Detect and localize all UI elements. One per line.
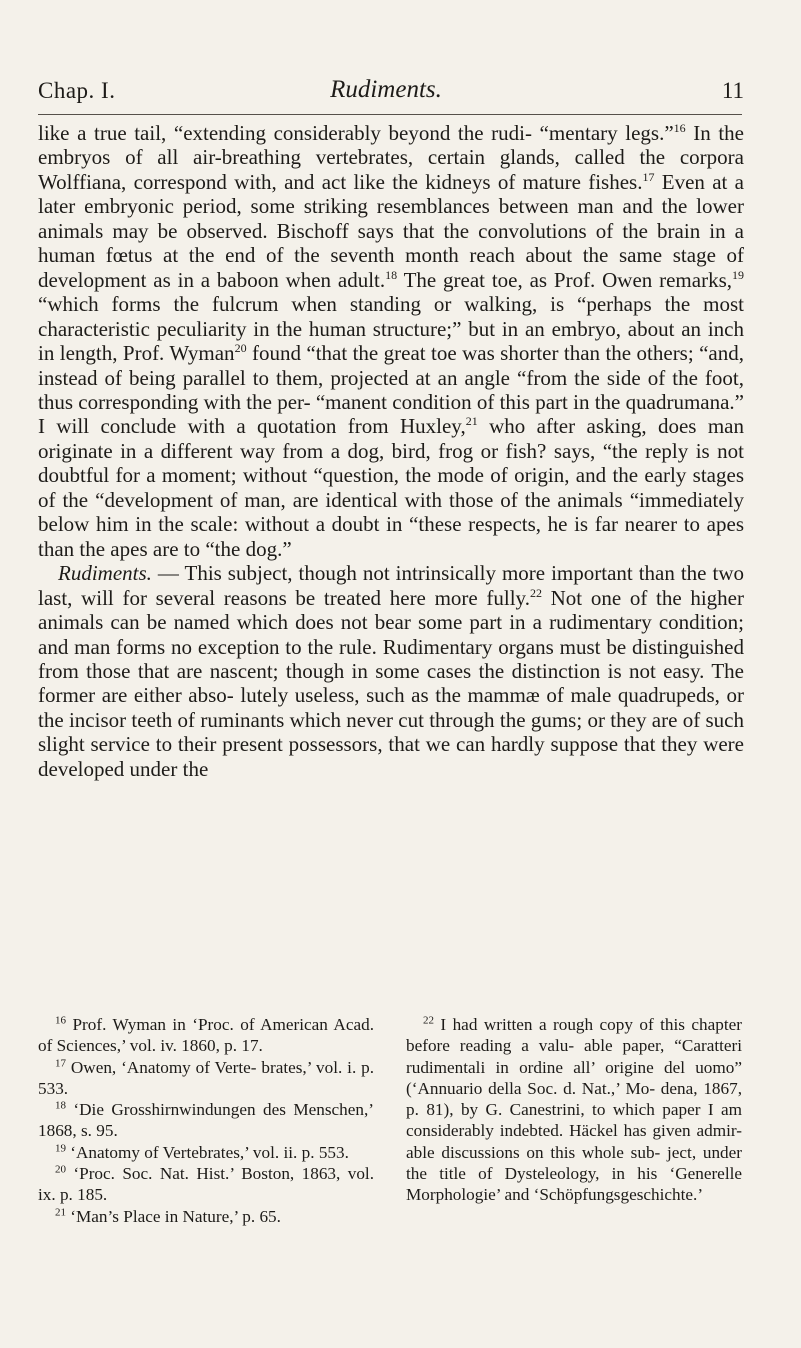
footnote-ref: 18	[385, 267, 398, 282]
footnote-ref: 16	[673, 121, 686, 135]
footnote: $^{22}$ I had written a rough copy of this chapter before reading a valu- able paper, “Caratteri rudimentali in ordine all’ origine del uomo” (‘Annuario della Soc. d. Nat.,’ Mo- dena, 1867, p. 81), by G. Canestrini, to which paper I am considerably indebted. Häckel has given admir- able discussions on this whole sub- ject, under the title of Dysteleology, in his ‘Generelle Morphologie’ and ‘Schöpfungsgeschichte.’	[406, 1014, 742, 1205]
footnote: $^{19}$ ‘Anatomy of Vertebrates,’ vol. ii. p. 553.	[55, 1142, 349, 1162]
chapter-label: Chap. I.	[38, 78, 116, 103]
footnote-ref: 21	[465, 414, 478, 429]
main-text	[38, 121, 744, 781]
footnote: $^{16}$ Prof. Wyman in ‘Proc. of American Acad. of Sciences,’ vol. iv. 1860, p. 17.	[38, 1014, 374, 1056]
footnotes-left-column	[38, 1014, 374, 1227]
footnote-ref: 17	[642, 169, 655, 184]
paragraph-embryology: like a true tail, “extending considerably beyond the rudi- “mentary legs.”$^{16}$ In the embryos of all air-breathing vertebrates, certain glands, called the corpora Wolffiana, correspond with, and act like the kidneys of mature fishes.$^{17}$ Even at a later embryonic period, some striking resemblances between man and the lower animals may be observed. Bischoff says that the convolutions of the brain in a human fœtus at the end of the seventh month reach about the same stage of development as in a baboon when adult.$^{18}$ The great toe, as Prof. Owen remarks,$^{19}$ “which forms the fulcrum when standing or walking, is “perhaps the most characteristic peculiarity in the human structure;” but in an embryo, about an inch in length, Prof. Wyman$^{20}$ found “that the great toe was shorter than the others; “and, instead of being parallel to them, projected at an angle “from the side of the foot, thus corresponding with the per- “manent condition of this part in the quadrumana.” I will conclude with a quotation from Huxley,$^{21}$ who after asking, does man originate in a different way from a dog, bird, frog or fish? says, “the reply is not doubtful for a moment; without “question, the mode of origin, and the early stages of the “development of man, are identical with those of the animals “immediately below him in the scale: without a doubt in “these respects, he is far nearer to apes than the apes are to “the dog.”	[38, 121, 745, 561]
paragraph-rudiments: Rudiments. — This subject, though not intrinsically more important than the two last, will for several reasons be treated here more fully.$^{22}$ Not one of the higher animals can be named which does not bear some part in a rudimentary condition; and man forms no exception to the rule. Rudimentary organs must be distinguished from those that are nascent; though in some cases the distinction is not easy. The former are either abso- lutely useless, such as the mammæ of male quadrupeds, or the incisor teeth of ruminants which never cut through the gums; or they are of such slight service to their present possessors, that we can hardly suppose that they were developed under the	[38, 561, 744, 781]
page-number: 11	[721, 78, 744, 103]
footnotes	[38, 1014, 742, 1227]
footnote-ref: 19	[732, 267, 744, 282]
running-title: Rudiments.	[330, 76, 442, 103]
section-heading: Rudiments.	[58, 561, 152, 586]
running-header	[28, 78, 744, 110]
footnote: $^{17}$ Owen, ‘Anatomy of Verte- brates,’ vol. i. p. 533.	[38, 1056, 374, 1098]
footnote-ref: 20	[234, 341, 247, 356]
footnote: $^{21}$ ‘Man’s Place in Nature,’ p. 65.	[55, 1205, 281, 1226]
footnotes-right-column	[406, 1014, 742, 1227]
header-rule	[38, 114, 742, 115]
footnote: $^{20}$ ‘Proc. Soc. Nat. Hist.’ Boston, 1863, vol. ix. p. 185.	[38, 1163, 374, 1205]
footnote: $^{18}$ ‘Die Grosshirnwindungen des Menschen,’ 1868, s. 95.	[38, 1099, 374, 1141]
footnote-ref: 22	[529, 585, 542, 600]
